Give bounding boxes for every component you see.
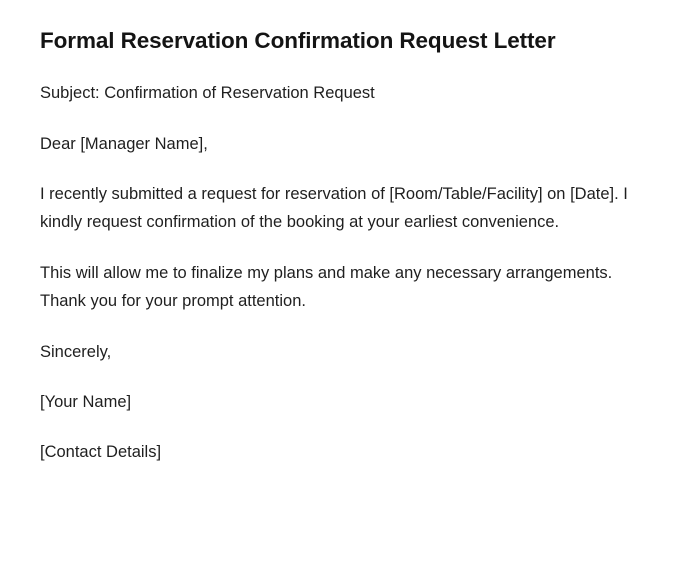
paragraph-subject: Subject: Confirmation of Reservation Request — [40, 84, 375, 103]
paragraph-signature-name: [Your Name] — [40, 392, 132, 411]
paragraph-request: I recently submitted a request for reservation of [Room/Table/Facility] on [Date]. I kindly request confirmation of the booking at your earliest convenience. — [40, 185, 628, 232]
paragraph-followup: This will allow me to finalize my plans and make any necessary arrangements. Thank you for your prompt attention. — [40, 263, 613, 311]
paragraph-contact-details: [Contact Details] — [40, 443, 162, 462]
document-body — [40, 79, 660, 466]
paragraph-salutation: Dear [Manager Name], — [40, 134, 208, 153]
page-title: Formal Reservation Confirmation Request Letter — [40, 28, 556, 53]
paragraph-closing: Sincerely, — [40, 342, 112, 361]
